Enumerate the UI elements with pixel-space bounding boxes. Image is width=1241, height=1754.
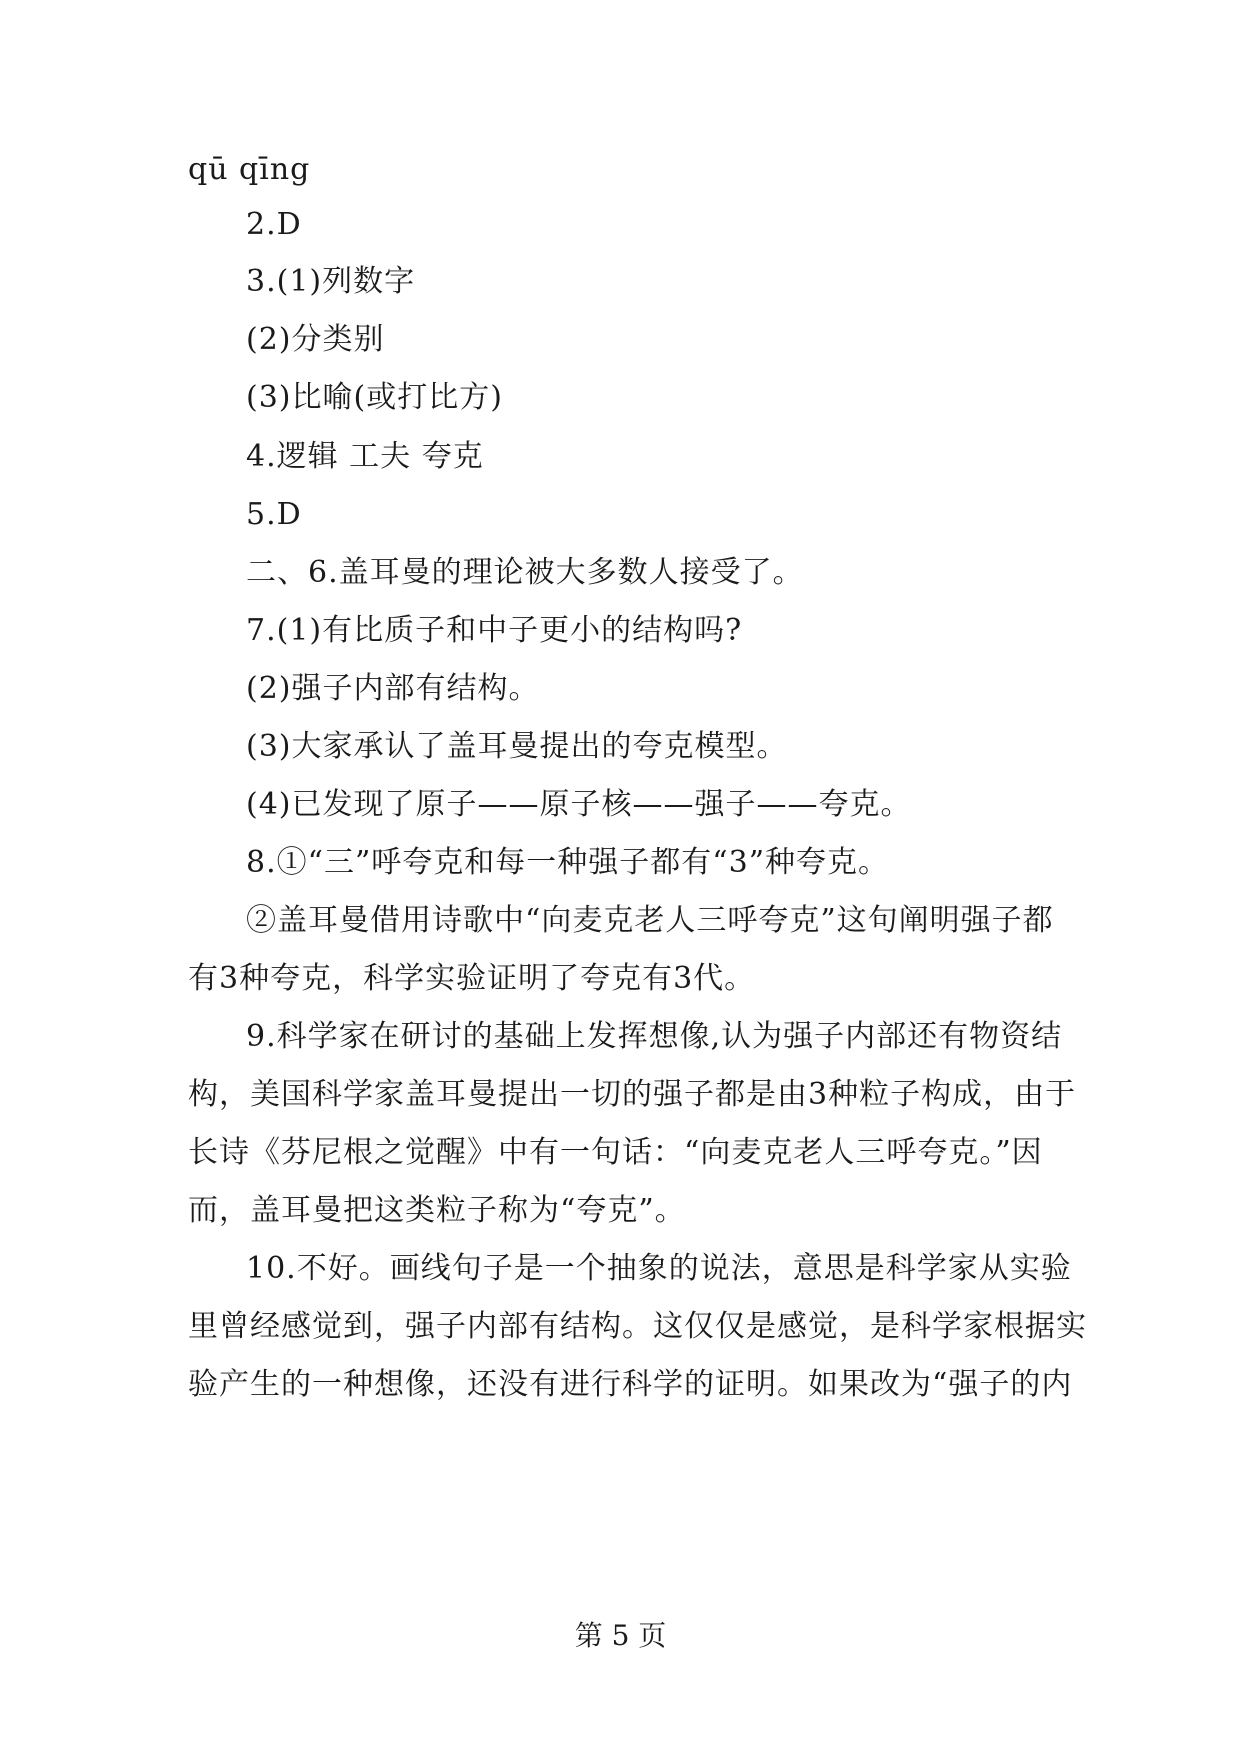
- answer-2: 2.D: [246, 207, 302, 242]
- answer-3-3: (3)比喻(或打比方): [246, 380, 503, 415]
- answer-5: 5.D: [246, 497, 302, 532]
- page-number: 第 5 页: [574, 1619, 667, 1652]
- answer-section2-6: 二、6.盖耳曼的理论被大多数人接受了。: [246, 555, 804, 590]
- answer-4: 4.逻辑 工夫 夸克: [246, 439, 484, 474]
- answer-3-2: (2)分类别: [246, 322, 385, 357]
- answer-7-2: (2)强子内部有结构。: [246, 671, 540, 706]
- answer-8-1: 8.①“三”呼夸克和每一种强子都有“3”种夸克。: [246, 845, 890, 880]
- answer-10-line1: 10.不好。画线句子是一个抽象的说法，意思是科学家从实验: [246, 1251, 1072, 1286]
- answer-7-3: (3)大家承认了盖耳曼提出的夸克模型。: [246, 729, 788, 764]
- answer-9-line2: 构，美国科学家盖耳曼提出一切的强子都是由3种粒子构成，由于: [188, 1077, 1077, 1112]
- answer-9-line1: 9.科学家在研讨的基础上发挥想像,认为强子内部还有物资结: [246, 1019, 1063, 1054]
- answer-10-line3: 验产生的一种想像，还没有进行科学的证明。如果改为“强子的内: [188, 1367, 1073, 1402]
- pinyin-answer: qū qīng: [188, 152, 311, 187]
- answer-8-2-line2: 有3种夸克，科学实验证明了夸克有3代。: [188, 961, 756, 996]
- answer-9-line3: 长诗《芬尼根之觉醒》中有一句话：“向麦克老人三呼夸克。”因: [188, 1135, 1043, 1170]
- answer-8-2-line1: ②盖耳曼借用诗歌中“向麦克老人三呼夸克”这句阐明强子都: [246, 903, 1054, 938]
- answer-7-1: 7.(1)有比质子和中子更小的结构吗?: [246, 613, 743, 648]
- answer-10-line2: 里曾经感觉到，强子内部有结构。这仅仅是感觉，是科学家根据实: [188, 1309, 1087, 1344]
- answer-3-1: 3.(1)列数字: [246, 264, 416, 299]
- answer-7-4: (4)已发现了原子——原子核——强子——夸克。: [246, 787, 912, 822]
- answer-9-line4: 而，盖耳曼把这类粒子称为“夸克”。: [188, 1193, 686, 1228]
